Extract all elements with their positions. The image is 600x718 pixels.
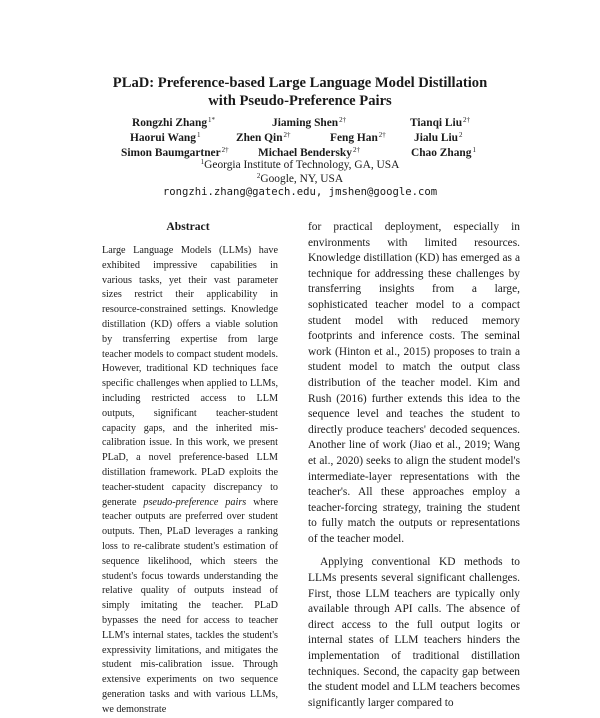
abstract-text-2: where teacher outputs are preferred over student outputs. Then, PLaD leverages a ranking loss to re-calibrate student's estimation of sequence likelihood, which steers the student's focus towards understanding the relative quality of outputs instead of simply imitating the teacher. PLaD bypasses the need for access to teacher LLM's internal states, tackles the student's expressivity limitations, and mitigates the student mis-calibration issue. Through extensive experiments on two sequence generation tasks and with various LLMs, we demonstrate bbox=[102, 496, 279, 715]
affiliation-1: $^1$Georgia Institute of Technology, GA, USA bbox=[200, 158, 400, 171]
introduction-column bbox=[308, 220, 520, 711]
title-line-2: with Pseudo-Preference Pairs bbox=[208, 93, 392, 109]
author-rongzhi-zhang: Rongzhi Zhang$^{1*}$ bbox=[132, 116, 216, 129]
author-simon-baumgartner: Simon Baumgartner$^{2\dagger}$ bbox=[121, 146, 229, 159]
author-jiaming-shen: Jiaming Shen$^{2\dagger}$ bbox=[272, 116, 347, 129]
author-tianqi-liu: Tianqi Liu$^{2\dagger}$ bbox=[410, 116, 471, 129]
author-zhen-qin: Zhen Qin$^{2\dagger}$ bbox=[236, 131, 291, 144]
title-line-1: PLaD: Preference-based Large Language Model Distillation bbox=[112, 75, 488, 91]
author-row-2 bbox=[0, 131, 600, 147]
intro-paragraph-2: Applying conventional KD methods to LLMs presents several significant challenges. First, those LLM teachers are typically only available through API calls. The absence of direct access to the full output logits or internal states of LLM teachers hinders the implementation of traditional distillation techniques. Second, the capacity gap between the student model and LLM teachers becomes significantly larger compared to bbox=[308, 556, 520, 709]
affiliation-2: $^2$Google, NY, USA bbox=[256, 172, 344, 185]
paper-title bbox=[80, 74, 520, 110]
abstract-emphasis: pseudo-preference pairs bbox=[143, 496, 247, 508]
author-chao-zhang: Chao Zhang$^1$ bbox=[411, 146, 476, 159]
author-jialu-liu: Jialu Liu$^2$ bbox=[414, 131, 463, 144]
intro-paragraph-1: for practical deployment, especially in environments with limited resources. Knowledge distillation (KD) has emerged as a technique for addressing these challenges by transferring insights from a large, sophisticated teacher model to a compact student model with reduced memory footprints and inference costs. The seminal work (Hinton et al., 2015) proposes to train a student model to match the output class distribution of the teacher model. Kim and Rush (2016) further extends this idea to the sequence level and teaches the student to directly produce teachers' decoded sequences. Another line of work (Jiao et al., 2019; Wang et al., 2020) seeks to align the student model's intermediate-layer representations with the teacher's. All these approaches employ a teacher-forcing strategy, training the student to fully match the outputs or representations of the teacher model. bbox=[308, 221, 520, 545]
author-emails: rongzhi.zhang@gatech.edu, jmshen@google.com bbox=[162, 186, 438, 198]
abstract-text-1: Large Language Models (LLMs) have exhibited impressive capabilities in various tasks, yet their vast parameter sizes restrict their applicability in resource-constrained settings. Knowledge distillation (KD) offers a viable solution by transferring expertise from large teacher models to compact student models. However, traditional KD techniques face specific challenges when applied to LLMs, including restricted access to LLM outputs, significant teacher-student capacity gaps, and the inherited mis-calibration issue. In this work, we present PLaD, a novel preference-based LLM distillation framework. PLaD exploits the teacher-student capacity discrepancy to generate bbox=[102, 245, 278, 508]
author-feng-han: Feng Han$^{2\dagger}$ bbox=[330, 131, 386, 144]
abstract-body bbox=[102, 244, 278, 718]
author-michael-bendersky: Michael Bendersky$^{2\dagger}$ bbox=[258, 146, 360, 159]
abstract-heading: Abstract bbox=[166, 220, 210, 233]
author-row-1 bbox=[0, 116, 600, 132]
author-haorui-wang: Haorui Wang$^1$ bbox=[130, 131, 201, 144]
